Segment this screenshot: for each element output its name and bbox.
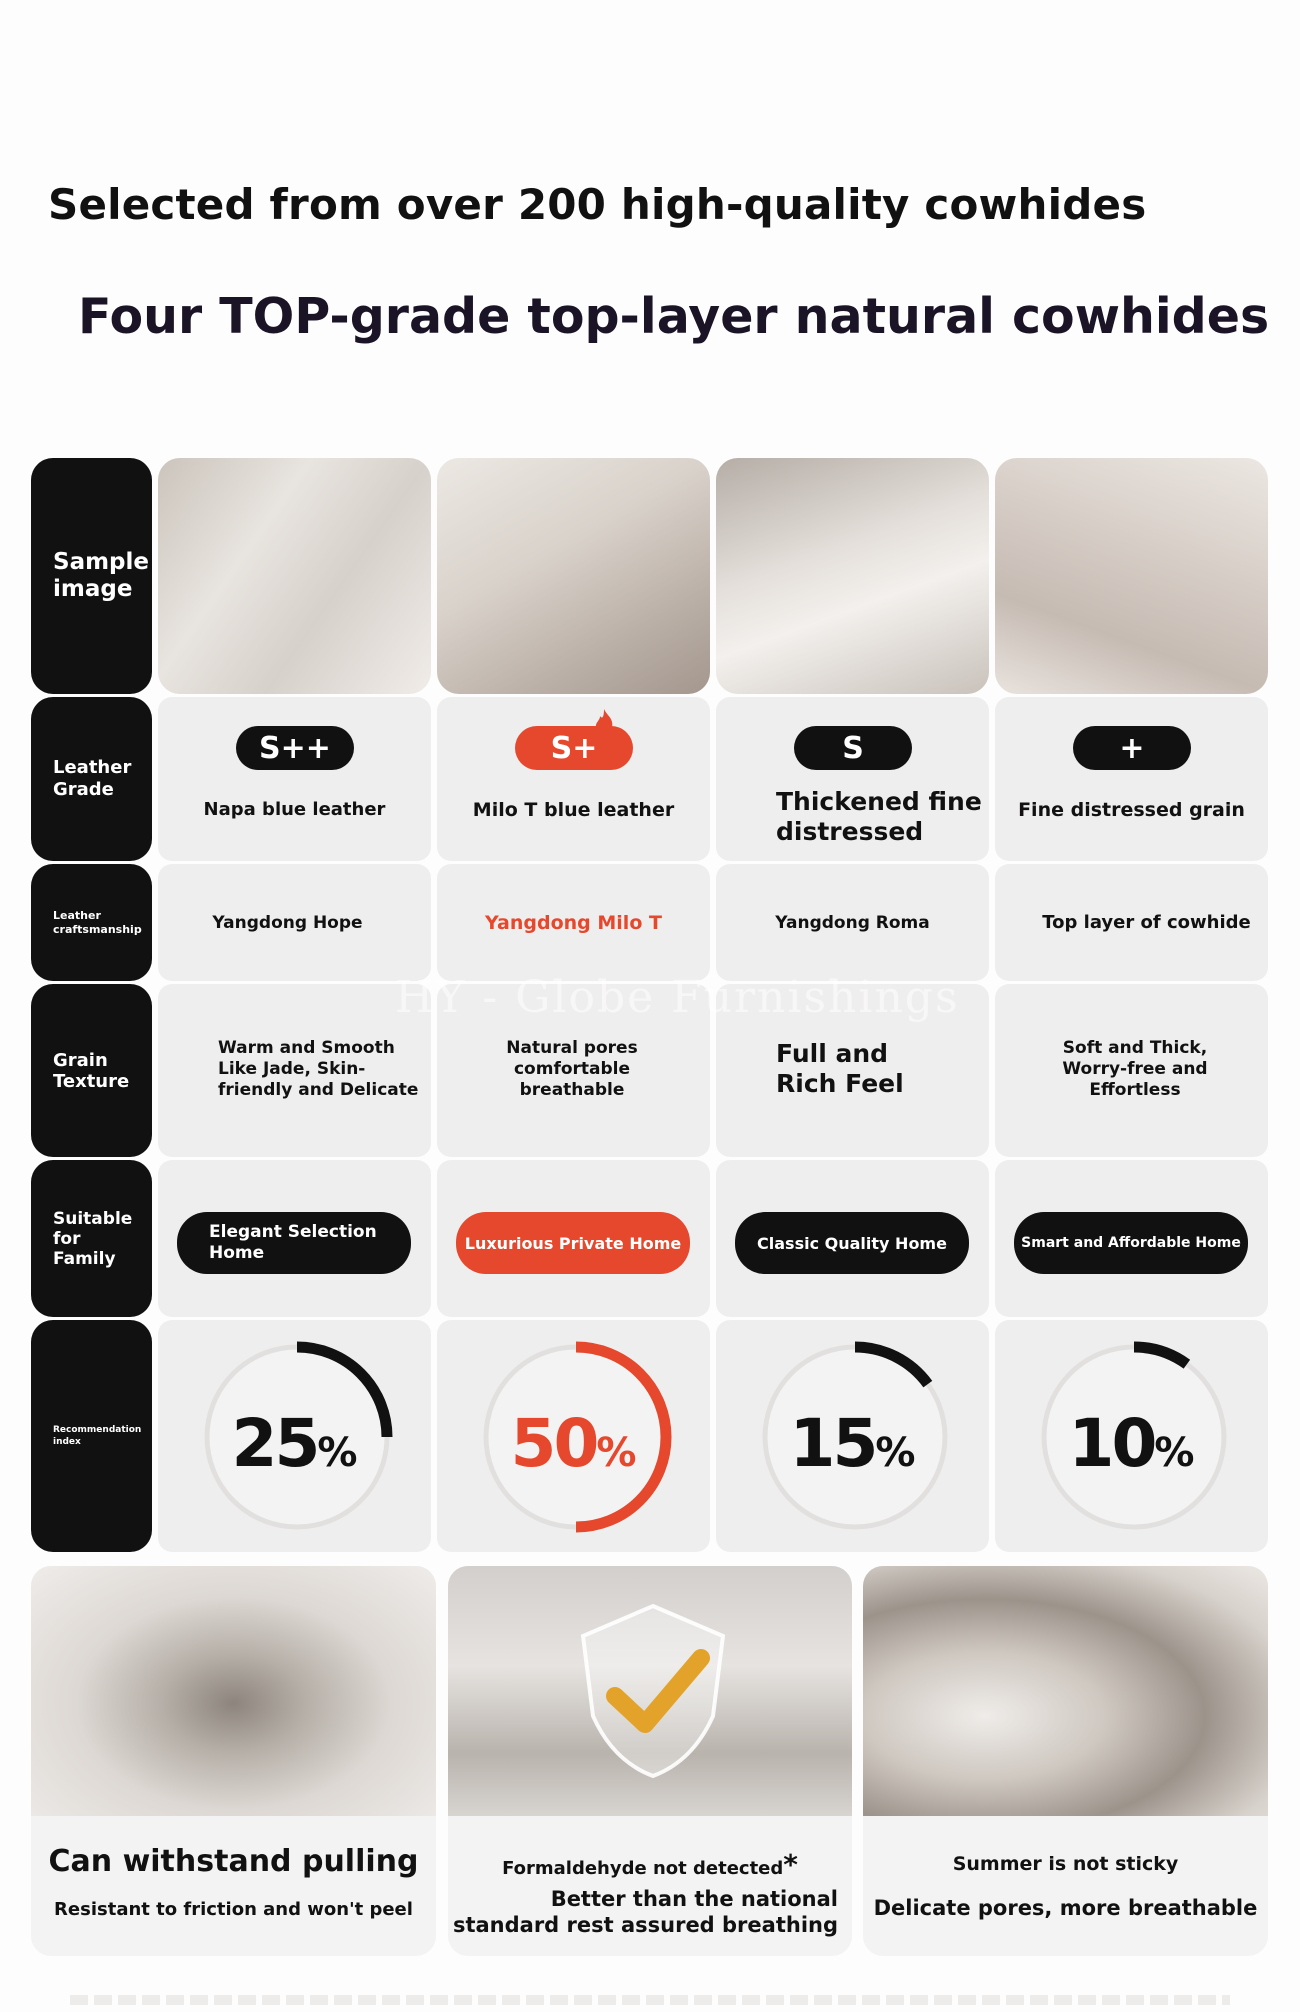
row-label-craft bbox=[31, 864, 152, 981]
grade-cell-3 bbox=[716, 697, 989, 861]
grade-badge-3-text: S bbox=[842, 730, 864, 766]
craft-text-3: Yangdong Roma bbox=[775, 912, 930, 933]
family-pill-1 bbox=[177, 1212, 411, 1274]
headline: Selected from over 200 high-quality cowhides bbox=[48, 180, 1147, 229]
index-value-4 bbox=[995, 1405, 1268, 1482]
index-number-4: 10 bbox=[1068, 1405, 1155, 1482]
craft-text-1: Yangdong Hope bbox=[212, 912, 363, 933]
row-label-index bbox=[31, 1320, 152, 1552]
index-value-1 bbox=[158, 1405, 431, 1482]
family-pill-4 bbox=[1014, 1212, 1248, 1274]
index-number-3: 15 bbox=[789, 1405, 876, 1482]
feature-image-pulling bbox=[31, 1566, 436, 1816]
feature-title-formaldehyde: Formaldehyde not detected bbox=[502, 1858, 784, 1879]
index-cell-4 bbox=[995, 1320, 1268, 1552]
family-pill-4-text: Smart and Affordable Home bbox=[1021, 1235, 1241, 1251]
grade-badge-1-text: S++ bbox=[259, 730, 331, 766]
shield-check-icon bbox=[553, 1596, 753, 1786]
craft-cell-3 bbox=[716, 864, 989, 981]
grade-badge-4-text: + bbox=[1119, 730, 1145, 766]
index-number-2: 50 bbox=[510, 1405, 597, 1482]
footer-text-strip bbox=[70, 1995, 1230, 2005]
index-unit-4: % bbox=[1154, 1430, 1195, 1476]
family-pill-3-text: Classic Quality Home bbox=[757, 1233, 947, 1253]
feature-title-breathable: Summer is not sticky bbox=[952, 1853, 1179, 1875]
grain-text-4: Soft and Thick, Worry-free and Effortless bbox=[1062, 1038, 1208, 1100]
sample-image-1 bbox=[158, 458, 431, 694]
index-unit-2: % bbox=[596, 1430, 637, 1476]
row-label-grain bbox=[31, 984, 152, 1157]
feature-title-formaldehyde-wrap bbox=[448, 1848, 852, 1881]
grade-badge-2-text: S+ bbox=[550, 730, 598, 766]
grade-badge-3 bbox=[794, 726, 912, 770]
flame-icon bbox=[589, 707, 619, 737]
feature-desc-formaldehyde: Better than the national standard rest assured breathing bbox=[452, 1887, 838, 1937]
family-cell-3 bbox=[716, 1160, 989, 1317]
family-cell-4 bbox=[995, 1160, 1268, 1317]
grade-badge-1 bbox=[236, 726, 354, 770]
grade-cell-4 bbox=[995, 697, 1268, 861]
feature-image-breathable bbox=[863, 1566, 1268, 1816]
index-value-3 bbox=[716, 1405, 989, 1482]
sample-image-3 bbox=[716, 458, 989, 694]
feature-card-pulling bbox=[31, 1566, 436, 1956]
row-label-grade-text: Leather Grade bbox=[53, 757, 132, 800]
leather-name-3: Thickened fine distressed bbox=[776, 787, 982, 846]
feature-card-formaldehyde bbox=[448, 1566, 852, 1956]
index-unit-1: % bbox=[317, 1430, 358, 1476]
subheadline: Four TOP-grade top-layer natural cowhides bbox=[78, 288, 1270, 345]
row-label-grade bbox=[31, 697, 152, 861]
family-pill-2 bbox=[456, 1212, 690, 1274]
grade-badge-4 bbox=[1073, 726, 1191, 770]
leather-name-4: Fine distressed grain bbox=[1018, 799, 1245, 821]
craft-text-4: Top layer of cowhide bbox=[1042, 912, 1251, 933]
grain-text-3: Full and Rich Feel bbox=[776, 1039, 904, 1098]
row-label-craft-text: Leather craftsmanship bbox=[53, 908, 142, 936]
grain-cell-1 bbox=[158, 984, 431, 1157]
leather-name-1: Napa blue leather bbox=[203, 799, 386, 820]
row-label-sample-text: Sample image bbox=[53, 549, 149, 602]
craft-cell-2 bbox=[437, 864, 710, 981]
row-label-family-text: Suitable for Family bbox=[53, 1208, 133, 1269]
craft-cell-1 bbox=[158, 864, 431, 981]
family-cell-1 bbox=[158, 1160, 431, 1317]
sample-image-4 bbox=[995, 458, 1268, 694]
grade-cell-2 bbox=[437, 697, 710, 861]
row-label-family bbox=[31, 1160, 152, 1317]
index-cell-1 bbox=[158, 1320, 431, 1552]
row-label-grain-text: Grain Texture bbox=[53, 1049, 130, 1092]
craft-text-2: Yangdong Milo T bbox=[485, 911, 662, 934]
family-pill-3 bbox=[735, 1212, 969, 1274]
leather-name-2: Milo T blue leather bbox=[472, 799, 675, 821]
grain-text-2: Natural pores comfortable breathable bbox=[506, 1038, 638, 1100]
family-cell-2 bbox=[437, 1160, 710, 1317]
index-value-2 bbox=[437, 1405, 710, 1482]
family-pill-2-text: Luxurious Private Home bbox=[464, 1233, 682, 1253]
index-cell-2 bbox=[437, 1320, 710, 1552]
grain-cell-4 bbox=[995, 984, 1268, 1157]
grain-text-1: Warm and Smooth Like Jade, Skin-friendly and Delicate bbox=[218, 1038, 419, 1100]
asterisk-icon: * bbox=[783, 1848, 798, 1881]
family-pill-1-text: Elegant Selection Home bbox=[209, 1222, 377, 1263]
craft-cell-4 bbox=[995, 864, 1268, 981]
row-label-index-text: Recommendation index bbox=[53, 1425, 142, 1447]
index-number-1: 25 bbox=[231, 1405, 318, 1482]
feature-card-breathable bbox=[863, 1566, 1268, 1956]
feature-desc-breathable: Delicate pores, more breathable bbox=[873, 1896, 1258, 1920]
index-unit-3: % bbox=[875, 1430, 916, 1476]
feature-desc-pulling: Resistant to friction and won't peel bbox=[54, 1899, 413, 1920]
feature-title-pulling: Can withstand pulling bbox=[48, 1844, 419, 1879]
watermark: HY - Globe Furnishings bbox=[395, 972, 960, 1023]
index-cell-3 bbox=[716, 1320, 989, 1552]
grade-cell-1 bbox=[158, 697, 431, 861]
row-label-sample bbox=[31, 458, 152, 694]
sample-image-2 bbox=[437, 458, 710, 694]
